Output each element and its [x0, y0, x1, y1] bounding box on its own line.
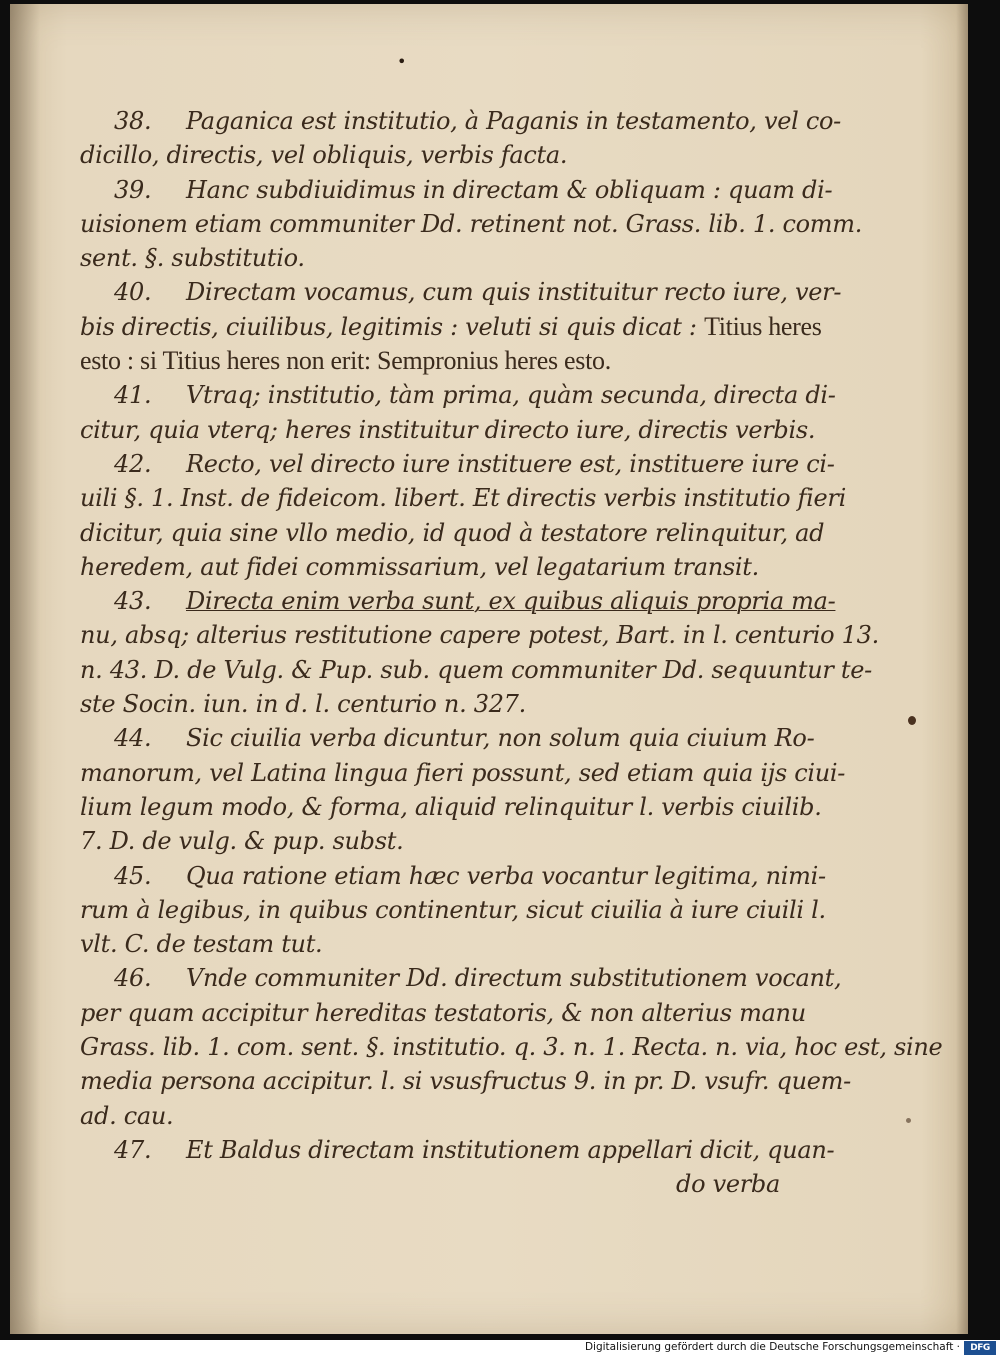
top-mark: •	[397, 52, 407, 71]
text-line: ad. cau.	[80, 1101, 174, 1130]
page-edge	[956, 4, 968, 1334]
text-line: citur, quia vterq; heres instituitur directo iure, directis verbis.	[80, 415, 816, 444]
text-line: Recto, vel directo iure instituere est, instituere iure ci-	[186, 449, 835, 478]
dfg-logo: DFG	[964, 1341, 996, 1355]
text-line: media persona accipitur. l. si vsusfructus 9. in pr. D. vsufr. quem-	[80, 1067, 851, 1096]
paragraph-number: 46.	[114, 964, 152, 993]
roman-text: Titius heres	[704, 311, 822, 341]
paragraph-number: 40.	[114, 278, 152, 307]
text-line: n. 43. D. de Vulg. & Pup. sub. quem communiter Dd. sequuntur te-	[80, 655, 872, 684]
paragraph-47	[80, 1133, 835, 1202]
text-line: Et Baldus directam institutionem appellari dicit, quan-	[186, 1135, 835, 1164]
ink-spot	[906, 1118, 911, 1123]
text-line: rum à legibus, in quibus continentur, sicut ciuilia à iure ciuili l.	[80, 895, 826, 924]
text-line: 7. D. de vulg. & pup. subst.	[80, 827, 404, 856]
paragraph-number: 38.	[114, 107, 152, 135]
paragraph-42	[80, 447, 846, 584]
text-line: lium legum modo, & forma, aliquid relinquitur l. verbis ciuilib.	[80, 792, 822, 821]
catchword: do verba	[676, 1170, 780, 1199]
paragraph-number: 47.	[114, 1135, 152, 1164]
text-line: heredem, aut fidei commissarium, vel legatarium transit.	[80, 552, 759, 581]
paragraph-45	[80, 859, 826, 962]
text-line: Paganica est institutio, à Paganis in testamento, vel co-	[186, 107, 841, 135]
text-line: sent. §. substitutio.	[80, 244, 305, 273]
text-line: Hanc subdiuidimus in directam & obliquam : quam di-	[186, 175, 833, 204]
text-line: uisionem etiam communiter Dd. retinent not. Grass. lib. 1. comm.	[80, 209, 863, 238]
paragraph-number: 45.	[114, 861, 152, 890]
text-line: Vnde communiter Dd. directum substitutionem vocant,	[186, 964, 842, 993]
text-line: dicillo, directis, vel obliquis, verbis facta.	[80, 141, 568, 170]
paragraph-38	[80, 104, 841, 173]
roman-text-line: esto : si Titius heres non erit: Sempronius heres esto.	[80, 346, 611, 376]
text-line: dicitur, quia sine vllo medio, id quod à testatore relinquitur, ad	[80, 518, 825, 547]
text-line: manorum, vel Latina lingua fieri possunt, sed etiam quia ijs ciui-	[80, 758, 846, 787]
text-line: Vtraq; institutio, tàm prima, quàm secunda, directa di-	[186, 381, 836, 410]
paragraph-40	[80, 275, 842, 378]
text-line: Qua ratione etiam hæc verba vocantur legitima, nimi-	[186, 861, 826, 890]
paragraph-number: 42.	[114, 449, 152, 478]
funding-credit: Digitalisierung gefördert durch die Deutsche Forschungsgemeinschaft ·	[584, 1341, 960, 1353]
paragraph-number: 43.	[114, 587, 152, 616]
paragraph-number: 41.	[114, 381, 152, 410]
paragraph-46	[80, 961, 943, 1132]
text-line: nu, absq; alterius restitutione capere potest, Bart. in l. centurio 13.	[80, 621, 879, 650]
text-line: Directam vocamus, cum quis instituitur recto iure, ver-	[186, 278, 842, 307]
paragraph-number: 44.	[114, 724, 152, 753]
text-line: Grass. lib. 1. com. sent. §. institutio. q. 3. n. 1. Recta. n. via, hoc est, sine	[80, 1033, 943, 1062]
ink-spot	[908, 716, 916, 725]
paragraph-43	[80, 584, 879, 721]
paragraph-44	[80, 721, 846, 858]
text-line: Sic ciuilia verba dicuntur, non solum quia ciuium Ro-	[186, 724, 815, 753]
footer-bar	[0, 1340, 1000, 1357]
paragraph-41	[80, 378, 836, 447]
document-page	[10, 4, 968, 1334]
text-line: bis directis, ciuilibus, legitimis : veluti si quis dicat :	[80, 312, 697, 341]
text-line: ste Socin. iun. in d. l. centurio n. 327.	[80, 690, 526, 719]
text-line: vlt. C. de testam tut.	[80, 930, 323, 959]
paragraph-39	[80, 173, 863, 276]
text-line: Directa enim verba sunt, ex quibus aliquis propria ma-	[186, 587, 836, 616]
paragraph-number: 39.	[114, 175, 152, 204]
body-text	[80, 104, 943, 1202]
text-line: uili §. 1. Inst. de fideicom. libert. Et directis verbis institutio fieri	[80, 484, 846, 513]
gutter-shadow	[10, 4, 40, 1334]
text-line: per quam accipitur hereditas testatoris, & non alterius manu	[80, 998, 806, 1027]
